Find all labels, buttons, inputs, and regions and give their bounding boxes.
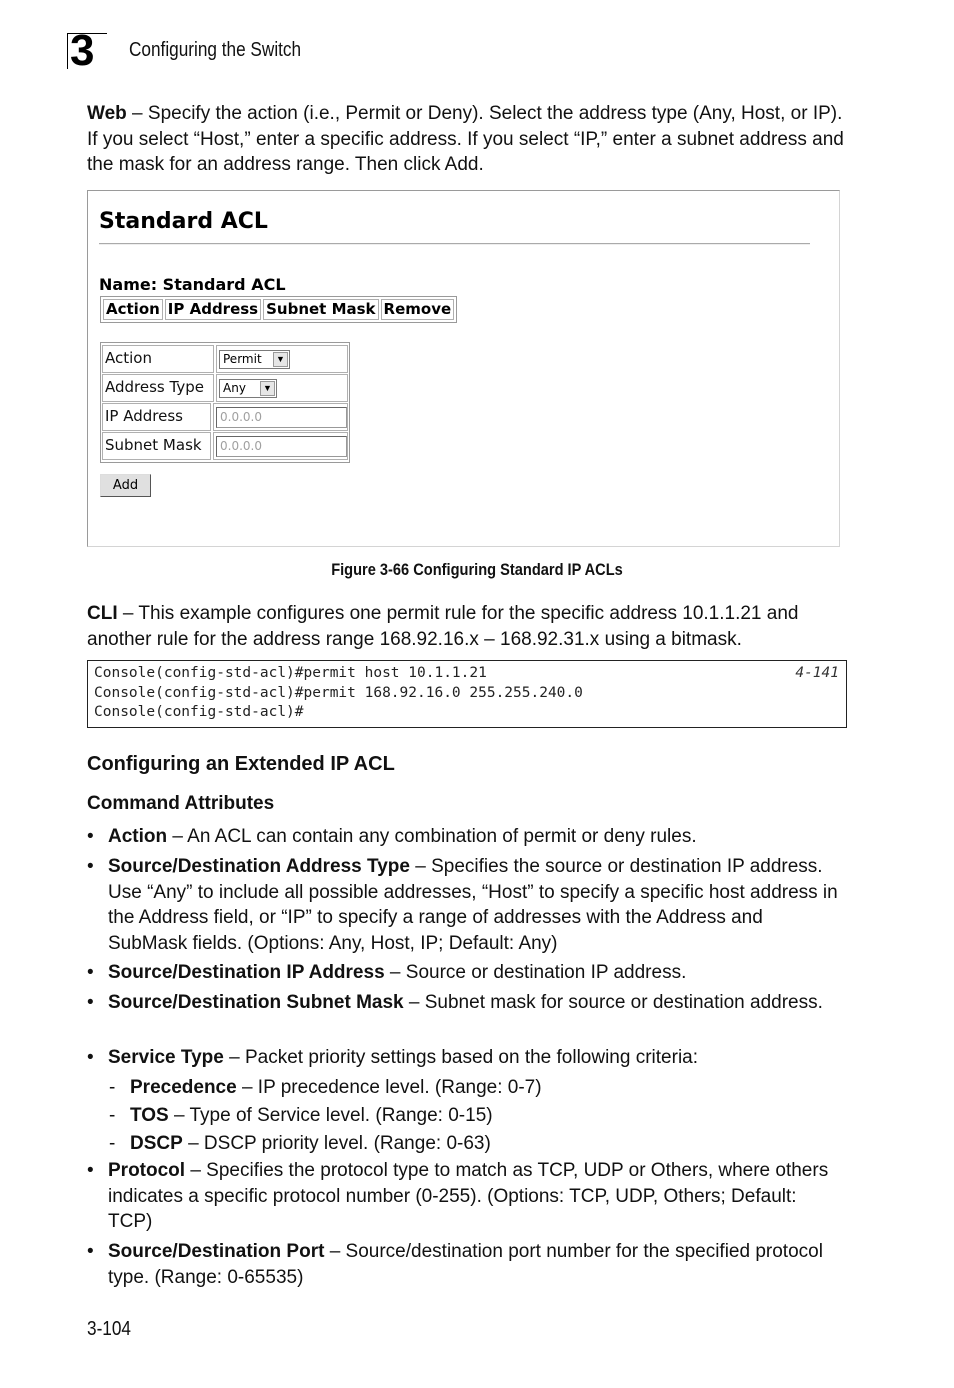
col-header-action: Action bbox=[103, 299, 163, 320]
chapter-number: 3 bbox=[70, 26, 94, 75]
col-header-remove: Remove bbox=[381, 299, 455, 320]
cli-text: – This example configures one permit rule for the specific address 10.1.1.21 and another rule for the address range 168.92.16.x – 168.92.31.x using a bitmask. bbox=[87, 603, 799, 650]
col-header-ip-address: IP Address bbox=[165, 299, 261, 320]
web-paragraph bbox=[87, 101, 847, 178]
dash-marker: - bbox=[109, 1133, 116, 1154]
cli-label: CLI bbox=[87, 603, 118, 624]
chevron-down-icon: ▼ bbox=[260, 381, 275, 396]
ip-address-input[interactable]: 0.0.0.0 bbox=[216, 407, 347, 428]
chevron-down-icon: ▼ bbox=[273, 352, 288, 367]
subnet-mask-input[interactable]: 0.0.0.0 bbox=[216, 436, 347, 457]
command-reference: 4-141 bbox=[795, 665, 839, 681]
cli-code-block bbox=[87, 660, 847, 728]
section-heading: Configuring an Extended IP ACL bbox=[87, 753, 395, 775]
action-label: Action bbox=[102, 345, 214, 373]
subsection-heading: Command Attributes bbox=[87, 793, 275, 814]
form-row-subnet-mask bbox=[102, 432, 348, 460]
bullet-marker: • bbox=[87, 1160, 94, 1181]
standard-acl-screenshot bbox=[87, 190, 840, 547]
action-select[interactable]: Permit ▼ bbox=[219, 350, 290, 369]
dash-marker: - bbox=[109, 1105, 116, 1126]
form-row-address-type bbox=[102, 374, 348, 402]
bullet-marker: • bbox=[87, 826, 94, 847]
subnet-mask-label: Subnet Mask bbox=[102, 432, 211, 460]
ip-address-label: IP Address bbox=[102, 403, 211, 431]
code-line: Console(config-std-acl)#permit host 10.1.1.21 bbox=[94, 665, 487, 681]
cli-paragraph bbox=[87, 601, 847, 652]
page-number: 3-104 bbox=[87, 1318, 131, 1340]
address-type-select[interactable]: Any ▼ bbox=[219, 379, 277, 398]
bullet-marker: • bbox=[87, 962, 94, 983]
col-header-subnet-mask: Subnet Mask bbox=[263, 299, 378, 320]
web-text: – Specify the action (i.e., Permit or Deny). Select the address type (Any, Host, or IP). If you select “Host,” enter a specific address. If you select “IP,” enter a subnet address and the mask for an address range. Then click Add. bbox=[87, 103, 844, 175]
form-row-ip-address bbox=[102, 403, 348, 431]
bullet-marker: • bbox=[87, 992, 94, 1013]
form-row-action bbox=[102, 345, 348, 373]
figure-caption: Figure 3-66 Configuring Standard IP ACLs bbox=[331, 560, 623, 579]
code-line: Console(config-std-acl)# bbox=[94, 704, 304, 720]
bullet-marker: • bbox=[87, 1047, 94, 1068]
web-label: Web bbox=[87, 103, 127, 124]
address-type-label: Address Type bbox=[102, 374, 214, 402]
code-line: Console(config-std-acl)#permit 168.92.16.0 255.255.240.0 bbox=[94, 684, 583, 701]
acl-rule-table bbox=[100, 296, 457, 323]
running-title: Configuring the Switch bbox=[129, 39, 302, 61]
dash-marker: - bbox=[109, 1077, 116, 1098]
web-page-title: Standard ACL bbox=[99, 209, 268, 234]
title-divider bbox=[99, 243, 810, 245]
acl-rule-form bbox=[100, 342, 350, 463]
bullet-marker: • bbox=[87, 1241, 94, 1262]
acl-name-line: Name: Standard ACL bbox=[99, 275, 286, 294]
add-button[interactable]: Add bbox=[100, 474, 151, 497]
bullet-marker: • bbox=[87, 856, 94, 877]
